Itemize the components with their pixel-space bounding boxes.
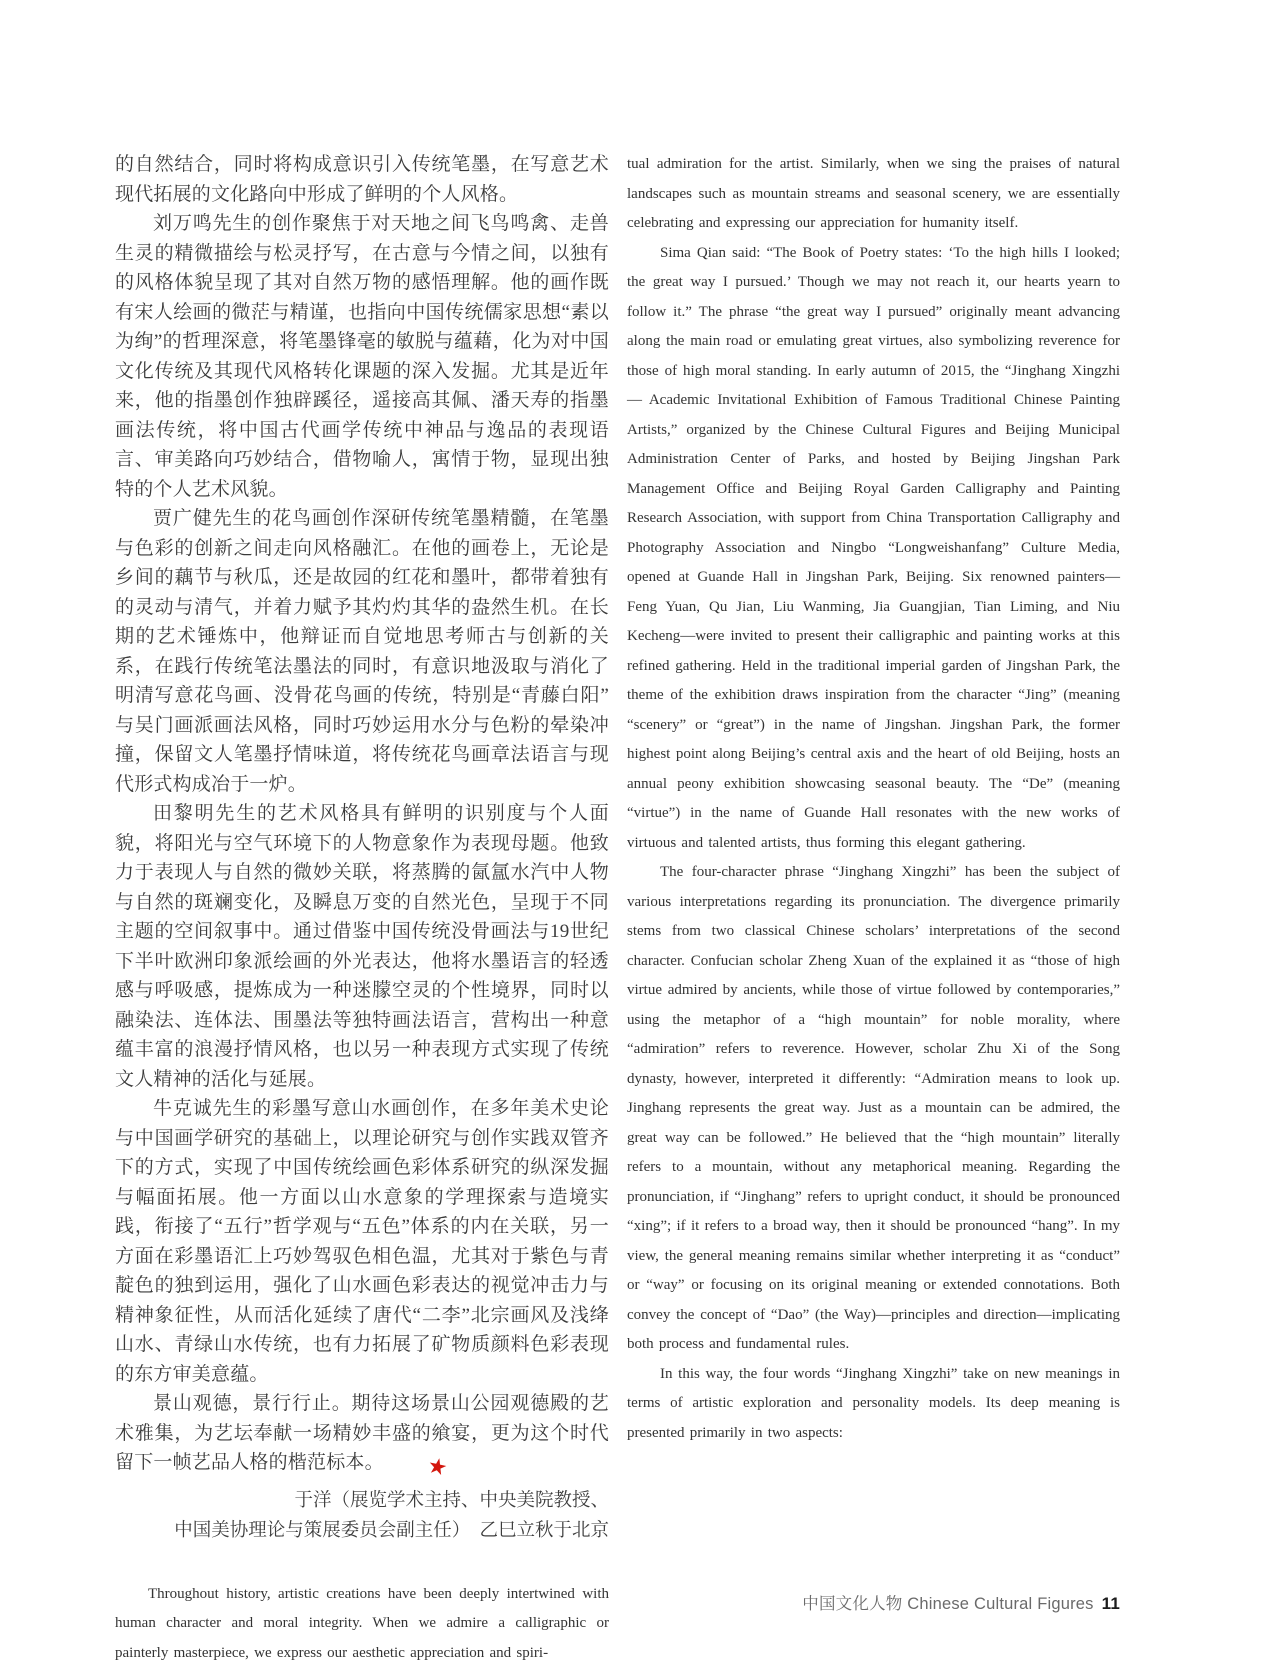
en-paragraph-two-aspects: In this way, the four words “Jinghang Xingzhi” take on new meanings in terms of artistic exploration and personality models. Its deep meaning is presented primarily in two aspects:	[627, 1360, 1120, 1449]
journal-name: 中国文化人物 Chinese Cultural Figures	[802, 1595, 1093, 1613]
en-paragraph-jinghang-xingzhi: The four-character phrase “Jinghang Xingzhi” has been the subject of various interpretations regarding its pronunciation. The divergence primarily stems from two classical Chinese scholars’ interpretations of the second character. Confucian scholar Zheng Xuan of the explained it as “those of high virtue admired by ancients, while those of virtue followed by contemporaries,” using the metaphor of a “high mountain” for noble morality, where “admiration” refers to reverence. However, scholar Zhu Xi of the Song dynasty, however, interpreted it differently: “Admiration means to look up. Jinghang represents the great way. Just as a mountain can be admired, the great way can be followed.” He believed that the “high mountain” literally refers to a mountain, without any metaphorical meaning. Regarding the pronunciation, if “Jinghang” refers to upright conduct, it should be pronounced “xing”; if it refers to a broad way, then it should be pronounced “hang”. In my view, the general meaning remains similar whether interpreting it as “conduct” or “way” or focusing on its original meaning or extended connotations. Both convey the concept of “Dao” (the Way)—principles and direction—implicating both process and fundamental rules.	[627, 858, 1120, 1360]
byline-affiliation-date: 中国美协理论与策展委员会副主任） 乙巳立秋于北京	[174, 1521, 609, 1541]
red-star-icon: ★	[388, 1446, 449, 1480]
closing-text: 景山观德，景行行止。期待这场景山公园观德殿的艺术雅集，为艺坛奉献一场精妙丰盛的飨宴，更为这个时代留下一帧艺品人格的楷范标本。	[115, 1393, 609, 1473]
page-footer	[802, 1590, 1120, 1614]
left-column	[115, 150, 609, 1668]
cn-paragraph-tian-liming: 田黎明先生的艺术风格具有鲜明的识别度与个人面貌，将阳光与空气环境下的人物意象作为表现母题。他致力于表现人与自然的微妙关联，将蒸腾的氤氲水汽中人物与自然的斑斓变化，及瞬息万变的自然光色，呈现于不同主题的空间叙事中。通过借鉴中国传统没骨画法与19世纪下半叶欧洲印象派绘画的外光表达，他将水墨语言的轻透感与呼吸感，提炼成为一种迷朦空灵的个性境界，同时以融染法、连体法、围墨法等独特画法语言，营构出一种意蕴丰富的浪漫抒情风格，也以另一种表现方式实现了传统文人精神的活化与延展。	[115, 799, 609, 1094]
cn-paragraph-continuation: 的自然结合，同时将构成意识引入传统笔墨，在写意艺术现代拓展的文化路向中形成了鲜明的个人风格。	[115, 150, 609, 209]
byline	[115, 1486, 609, 1546]
page-number: 11	[1102, 1594, 1120, 1613]
en-paragraph-continuation: tual admiration for the artist. Similarly, when we sing the praises of natural landscapes such as mountain streams and seasonal scenery, we are essentially celebrating and expressing our appreciation for humanity itself.	[627, 150, 1120, 239]
en-paragraph-intro: Throughout history, artistic creations have been deeply intertwined with human character and moral integrity. When we admire a calligraphic or painterly masterpiece, we express our aesthetic appreciation and spiri-	[115, 1580, 609, 1668]
cn-paragraph-closing	[115, 1389, 609, 1478]
right-column	[627, 150, 1120, 1668]
cn-paragraph-liu-wanming: 刘万鸣先生的创作聚焦于对天地之间飞鸟鸣禽、走兽生灵的精微描绘与松灵抒写，在古意与今情之间，以独有的风格体貌呈现了其对自然万物的感悟理解。他的画作既有宋人绘画的微茫与精谨，也指向中国传统儒家思想“素以为绚”的哲理深意，将笔墨锋毫的敏脱与蕴藉，化为对中国文化传统及其现代风格转化课题的深入发掘。尤其是近年来，他的指墨创作独辟蹊径，遥接高其佩、潘天寿的指墨画法传统，将中国古代画学传统中神品与逸品的表现语言、审美路向巧妙结合，借物喻人，寓情于物，显现出独特的个人艺术风貌。	[115, 209, 609, 504]
two-column-layout	[115, 150, 1120, 1668]
byline-author-title: 于洋（展览学术主持、中央美院教授、	[294, 1491, 609, 1511]
cn-paragraph-niu-kecheng: 牛克诚先生的彩墨写意山水画创作，在多年美术史论与中国画学研究的基础上，以理论研究与创作实践双管齐下的方式，实现了中国传统绘画色彩体系研究的纵深发掘与幅面拓展。他一方面以山水意象的学理探索与造境实践，衔接了“五行”哲学观与“五色”体系的内在关联，另一方面在彩墨语汇上巧妙驾驭色相色温，尤其对于紫色与青靛色的独到运用，强化了山水画色彩表达的视觉冲击力与精神象征性，从而活化延续了唐代“二李”北宗画风及浅绛山水、青绿山水传统，也有力拓展了矿物质颜料色彩表现的东方审美意蕴。	[115, 1094, 609, 1389]
cn-paragraph-jia-guangjian: 贾广健先生的花鸟画创作深研传统笔墨精髓，在笔墨与色彩的创新之间走向风格融汇。在他的画卷上，无论是乡间的藕节与秋瓜，还是故园的红花和墨叶，都带着独有的灵动与清气，并着力赋予其灼灼其华的盎然生机。在长期的艺术锤炼中，他辩证而自觉地思考师古与创新的关系，在践行传统笔法墨法的同时，有意识地汲取与消化了明清写意花鸟画、没骨花鸟画的传统，特别是“青藤白阳”与吴门画派画法风格，同时巧妙运用水分与色粉的晕染冲撞，保留文人笔墨抒情味道，将传统花鸟画章法语言与现代形式构成冶于一炉。	[115, 504, 609, 799]
en-paragraph-sima-qian: Sima Qian said: “The Book of Poetry states: ‘To the high hills I looked; the great way I pursued.’ Though we may not reach it, our hearts yearn to follow it.” The phrase “the great way I pursued” originally meant advancing along the main road or emulating great virtues, also symbolizing reverence for those of high moral standing. In early autumn of 2015, the “Jinghang Xingzhi — Academic Invitational Exhibition of Famous Traditional Chinese Painting Artists,” organized by the Chinese Cultural Figures and Beijing Municipal Administration Center of Parks, and hosted by Beijing Jingshan Park Management Office and Beijing Royal Garden Calligraphy and Painting Research Association, with support from China Transportation Calligraphy and Photography Association and Ningbo “Longweishanfang” Culture Media, opened at Guande Hall in Jingshan Park, Beijing. Six renowned painters—Feng Yuan, Qu Jian, Liu Wanming, Jia Guangjian, Tian Liming, and Niu Kecheng—were invited to present their calligraphic and painting works at this refined gathering. Held in the traditional imperial garden of Jingshan Park, the theme of the exhibition draws inspiration from the character “Jing” (meaning “scenery” or “great”) in the name of Jingshan. Jingshan Park, the former highest point along Beijing’s central axis and the heart of old Beijing, hosts an annual peony exhibition showcasing seasonal beauty. The “De” (meaning “virtue”) in the name of Guande Hall resonates with the new works of virtuous and talented artists, thus forming this elegant gathering.	[627, 239, 1120, 859]
